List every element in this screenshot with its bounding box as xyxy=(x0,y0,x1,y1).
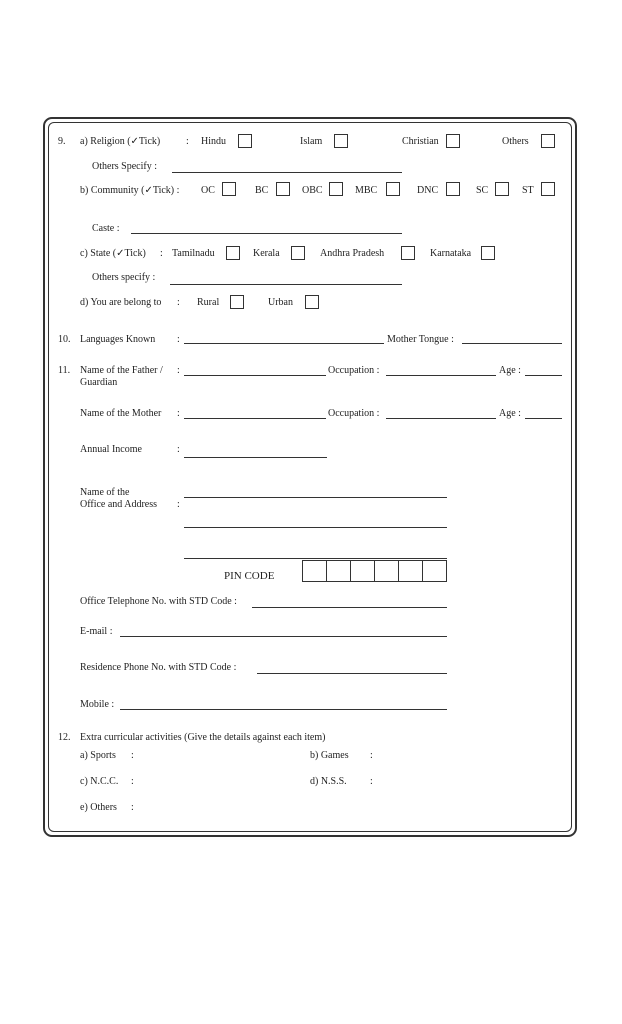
religion-others-specify-field[interactable] xyxy=(172,172,402,173)
mother-tongue-field[interactable] xyxy=(462,343,562,344)
community-st-checkbox[interactable] xyxy=(541,182,555,196)
belong-label: d) You are belong to xyxy=(80,297,162,308)
mother-name-label: Name of the Mother xyxy=(80,408,162,419)
community-option-bc-label: BC xyxy=(255,185,269,196)
community-option-sc-label: SC xyxy=(476,185,489,196)
mother-age-field[interactable] xyxy=(525,418,562,419)
father-colon: : xyxy=(177,365,180,376)
mobile-label: Mobile : xyxy=(80,699,115,710)
community-bc-checkbox[interactable] xyxy=(276,182,290,196)
pin-code-label: PIN CODE xyxy=(224,570,275,582)
state-colon: : xyxy=(160,248,163,259)
father-name-label: Name of the Father / xyxy=(80,365,163,376)
religion-christian-checkbox[interactable] xyxy=(446,134,460,148)
state-option-andhra-label: Andhra Pradesh xyxy=(320,248,385,259)
pin-code-boxes[interactable] xyxy=(302,560,447,582)
belong-option-urban-label: Urban xyxy=(268,297,293,308)
community-option-dnc-label: DNC xyxy=(417,185,439,196)
religion-option-others-label: Others xyxy=(502,136,529,147)
state-others-specify-label: Others specify : xyxy=(92,272,156,283)
state-others-specify-field[interactable] xyxy=(170,284,402,285)
pin-digit-box[interactable] xyxy=(423,561,446,581)
religion-hindu-checkbox[interactable] xyxy=(238,134,252,148)
pin-digit-box[interactable] xyxy=(375,561,399,581)
section-9-number: 9. xyxy=(58,136,66,147)
email-label: E-mail : xyxy=(80,626,113,637)
mother-age-label: Age : xyxy=(499,408,521,419)
mother-tongue-label: Mother Tongue : xyxy=(387,334,454,345)
extra-curricular-title: Extra curricular activities (Give the details against each item) xyxy=(80,732,326,743)
father-age-field[interactable] xyxy=(525,375,562,376)
community-oc-checkbox[interactable] xyxy=(222,182,236,196)
languages-known-label: Languages Known xyxy=(80,334,156,345)
others-activity-colon: : xyxy=(131,802,134,813)
office-phone-label: Office Telephone No. with STD Code : xyxy=(80,596,237,607)
religion-option-islam-label: Islam xyxy=(300,136,323,147)
community-option-obc-label: OBC xyxy=(302,185,323,196)
religion-label: a) Religion (✓Tick) xyxy=(80,136,161,147)
annual-income-field[interactable] xyxy=(184,457,327,458)
annual-income-colon: : xyxy=(177,444,180,455)
mother-colon: : xyxy=(177,408,180,419)
father-name-field[interactable] xyxy=(184,375,326,376)
father-occupation-field[interactable] xyxy=(386,375,496,376)
state-tamilnadu-checkbox[interactable] xyxy=(226,246,240,260)
father-guardian-label: Guardian xyxy=(80,377,118,388)
office-address-label: Office and Address xyxy=(80,499,158,510)
belong-urban-checkbox[interactable] xyxy=(305,295,319,309)
office-address-line-3[interactable] xyxy=(184,558,447,559)
state-andhra-checkbox[interactable] xyxy=(401,246,415,260)
office-address-line-1[interactable] xyxy=(184,497,447,498)
state-option-tamilnadu-label: Tamilnadu xyxy=(172,248,215,259)
ncc-label: c) N.C.C. xyxy=(80,776,119,787)
caste-label: Caste : xyxy=(92,223,120,234)
state-kerala-checkbox[interactable] xyxy=(291,246,305,260)
state-karnataka-checkbox[interactable] xyxy=(481,246,495,260)
belong-rural-checkbox[interactable] xyxy=(230,295,244,309)
community-sc-checkbox[interactable] xyxy=(495,182,509,196)
section-11-number: 11. xyxy=(58,365,71,376)
others-activity-label: e) Others xyxy=(80,802,117,813)
religion-option-hindu-label: Hindu xyxy=(201,136,226,147)
religion-islam-checkbox[interactable] xyxy=(334,134,348,148)
belong-option-rural-label: Rural xyxy=(197,297,220,308)
community-obc-checkbox[interactable] xyxy=(329,182,343,196)
mother-occupation-field[interactable] xyxy=(386,418,496,419)
residence-phone-label: Residence Phone No. with STD Code : xyxy=(80,662,237,673)
pin-digit-box[interactable] xyxy=(327,561,351,581)
pin-digit-box[interactable] xyxy=(399,561,423,581)
annual-income-label: Annual Income xyxy=(80,444,142,455)
religion-option-christian-label: Christian xyxy=(402,136,439,147)
religion-others-checkbox[interactable] xyxy=(541,134,555,148)
games-label: b) Games xyxy=(310,750,349,761)
form-inner-border xyxy=(48,122,572,832)
community-mbc-checkbox[interactable] xyxy=(386,182,400,196)
mother-name-field[interactable] xyxy=(184,418,326,419)
languages-known-colon: : xyxy=(177,334,180,345)
email-field[interactable] xyxy=(120,636,447,637)
father-occupation-label: Occupation : xyxy=(328,365,380,376)
pin-digit-box[interactable] xyxy=(351,561,375,581)
languages-known-field[interactable] xyxy=(184,343,384,344)
state-option-karnataka-label: Karnataka xyxy=(430,248,472,259)
sports-colon: : xyxy=(131,750,134,761)
residence-phone-field[interactable] xyxy=(257,673,447,674)
community-option-st-label: ST xyxy=(522,185,534,196)
nss-colon: : xyxy=(370,776,373,787)
father-age-label: Age : xyxy=(499,365,521,376)
office-address-line-2[interactable] xyxy=(184,527,447,528)
mother-occupation-label: Occupation : xyxy=(328,408,380,419)
community-option-oc-label: OC xyxy=(201,185,215,196)
state-label: c) State (✓Tick) xyxy=(80,248,146,259)
office-name-label: Name of the xyxy=(80,487,130,498)
section-12-number: 12. xyxy=(58,732,71,743)
belong-colon: : xyxy=(177,297,180,308)
games-colon: : xyxy=(370,750,373,761)
office-address-colon: : xyxy=(177,499,180,510)
pin-digit-box[interactable] xyxy=(303,561,327,581)
state-option-kerala-label: Kerala xyxy=(253,248,280,259)
community-label: b) Community (✓Tick) : xyxy=(80,185,180,196)
religion-others-specify-label: Others Specify : xyxy=(92,161,157,172)
mobile-field[interactable] xyxy=(120,709,447,710)
section-10-number: 10. xyxy=(58,334,71,345)
community-option-mbc-label: MBC xyxy=(355,185,378,196)
religion-colon: : xyxy=(186,136,189,147)
office-phone-field[interactable] xyxy=(252,607,447,608)
sports-label: a) Sports xyxy=(80,750,116,761)
nss-label: d) N.S.S. xyxy=(310,776,347,787)
community-dnc-checkbox[interactable] xyxy=(446,182,460,196)
ncc-colon: : xyxy=(131,776,134,787)
caste-field[interactable] xyxy=(131,233,402,234)
